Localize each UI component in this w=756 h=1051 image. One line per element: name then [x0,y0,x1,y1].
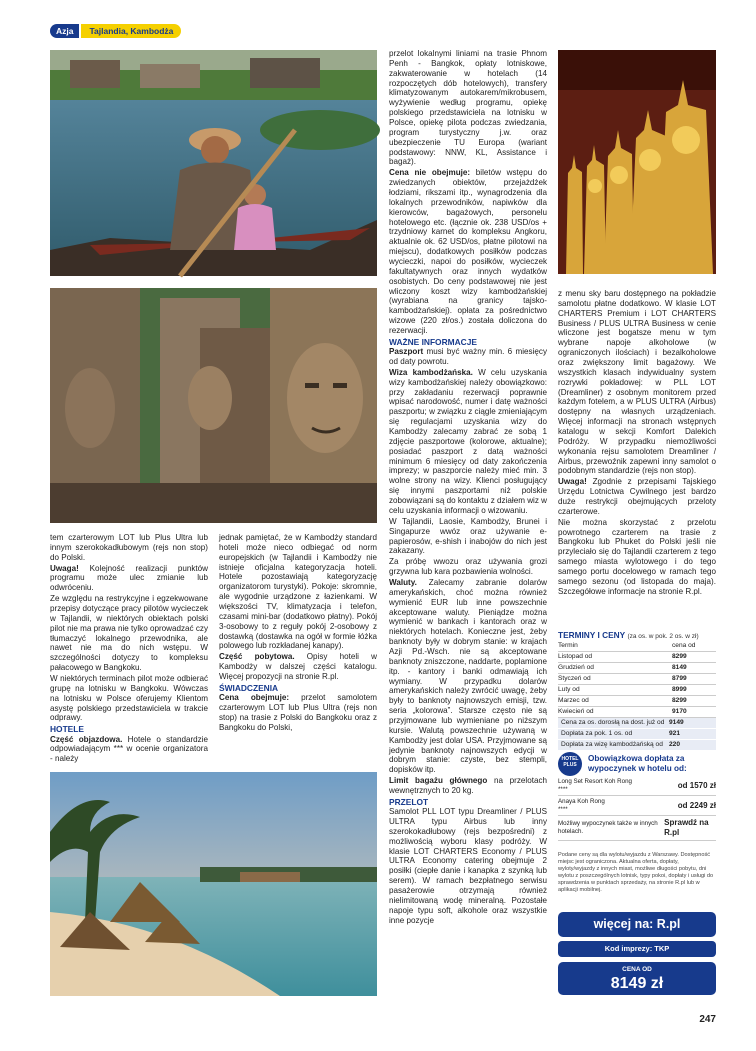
paragraph [389,168,547,336]
hotel-header [558,752,716,776]
price-term: Kwiecień od [558,708,594,716]
surcharge-value: 9149 [669,719,684,727]
paragraph [558,289,716,476]
paragraph [389,368,547,516]
surcharge-row [558,718,716,729]
paragraph [558,477,716,516]
paragraph-text: biletów wstępu do zwiedzanych obiektów, przejażdżek łodziami, rikszami itp., wynagrodzenia dla lokalnych przewodników, napiwków dla kierowców, bagażowych, personelu hotelowego etc. (łącznie ok. 238 USD/os + trzydniowy karnet do kompleksu Angkoru, aktualnie ok. 62 USD/os, płatne pilotowi na miejscu), dodatkowych posiłków podczas wycieczki, napoi do posiłków, wycieczek fakultatywnych oraz innych wydatków osobistych. Do ceny podstawowej nie jest wliczony koszt wizy kambodżańskiej (wyrabiana na granicy tajsko-kambodżańskiej). opłata za pośrednictwo wizowe (220 zł/os.) została doliczona do rezerwacji. [389,168,547,336]
price-label: CENA OD [622,966,652,973]
tour-code: Kod imprezy: TKP [558,941,716,957]
prices-header: Termin cena od [558,641,716,652]
hotel-row [558,776,716,796]
paragraph [389,807,547,925]
paragraph-lead: Limit bagażu głównego [389,776,488,786]
paragraph [50,674,208,723]
hotel-price: od 2249 zł [677,800,716,810]
hotel-plus-badge: HOTEL PLUS [558,752,582,776]
hotel-stars: **** [558,805,568,813]
hotel-info [558,778,632,793]
paragraph-text: Samolot PLL LOT typu Dreamliner / PLUS ULTRA typu Airbus lub inny szerokokadłubowy (rejs bezpośredni) z możliwością wyboru klasy podróży. W klasie LOT CHARTERS Economy / PLUS ULTRA Economy catering obejmuje 2 posiłki (ciepłe danie i kanapka z szynką lub serem). W ramach bezpłatnego serwisu pasażerowie otrzymają również nielimitowaną wodę mineralną. Pozostałe napoje typu soft, alkohole oraz wszystkie inne pozycje [389,807,547,925]
paragraph [389,347,547,367]
paragraph [389,49,547,167]
hotel-row [558,796,716,816]
hotel-info [558,820,664,835]
price-row [558,652,716,663]
paragraph [558,518,716,597]
paragraph-text: z menu sky baru dostępnego na pokładzie samolotu płatne dodatkowo. W klasie LOT CHARTERS Premium i LOT CHARTERS Business / PLUS ULTRA Business w cenie wliczone jest bogatsze menu w tym wybrane napoje alkoholowe (w ograniczonych ilościach) i bezalkoholowe oraz zwiększony limit bagażowy. We wszystkich klasach indywidualny system rozrywki pokładowej: w PLL LOT (Dreamliner) z osobnym monitorem przed każdym fotelem, a w PLUS ULTRA (Airbus) dostępny na własnych urządzeniach. Więcej informacji na stronach wstępnych katalogu w sekcji Komfort Dalekich Podróży. W przypadku niemożliwości wykonania rejsu samolotem Dreamliner / Airbus, przewoźnik zapewni inny samolot o podobnym standardzie (rejs non stop). [558,289,716,476]
page-number: 247 [699,1014,716,1025]
surcharge-label: Cena za os. dorosłą na dost. już od [561,719,665,727]
photo-boat [50,50,377,276]
price-value: 8799 [672,675,687,683]
paragraph-lead: Uwaga! [558,477,587,487]
hotel-supplement [558,752,716,841]
paragraph-text: przelot lokalnymi liniami na trasie Phnom Penh - Bangkok, opłaty lotniskowe, zakwaterowanie w hotelach (14 rozpoczętych dób hotelowych), transfery klimatyzowanym autokarem/mikrobusem, wyżywienie według programu, opiekę polskiego przedstawiciela na lotnisku w Polsce, opiekę pilota podczas zwiedzania, program turystyczny j.w. oraz ubezpieczenie TU Europa (wariant podstawowy: NNW, KL, Assistance i bagaż). [389,49,547,167]
paragraph [50,594,208,673]
hotel-price: Sprawdź na R.pl [664,818,709,837]
price-value: 9170 [672,708,687,716]
column-1-text [50,533,208,769]
price-value: 8299 [672,697,687,705]
section-heading: HOTELE [50,724,84,735]
surcharge-value: 220 [669,741,681,749]
price-row [558,707,716,718]
prices-title: TERMINY I CENY (za os. w pok. 2 os. w zł) [558,630,699,640]
price-value: 8149 [672,663,687,671]
paragraph [219,533,377,651]
hotel-stars: **** [558,785,568,793]
paragraph-text: jednak pamiętać, że w Kambodży standard hoteli może nieco odbiegać od norm europejskich (w Tajlandii i Kambodży nie istnieje oficjalna kategoryzacja hoteli. Hotele pozostawiają kategoryzację organizatorom turystyki). Pokoje: skromnie, ale wygodnie urządzone z łazienkami. W większości TV, klimatyzacja i telefon, czasami mini-bar (dodatkowo płatny). Pokój 3-osobowy to z reguły pokój 2-osobowy z dostawką (dostawka na ogół w formie łóżka polowego lub rozkładanej kanapy). [219,533,377,651]
paragraph-text: tem czarterowym LOT lub Plus Ultra lub innym szerokokadłubowym (rejs non stop) do Polski. [50,533,208,562]
destination-tag [50,24,181,38]
price-term: Grudzień od [558,663,594,671]
price-value: 8149 zł [610,974,664,992]
price-term: Luty od [558,686,580,694]
paragraph-text: W niektórych terminach pilot może odbierać grupę na lotnisku w Bangkoku. Wówczas na lotnisku w Polsce oferujemy Klientom asystę polskiego przedstawiciela w trakcie odprawy. [50,674,208,723]
hotel-name: Anaya Koh Rong [558,798,605,806]
price-box [558,962,716,995]
price-term: Listopad od [558,652,593,660]
column-2-top [389,49,548,925]
price-row [558,685,716,696]
price-row [558,674,716,685]
paragraph-text: przelot samolotem czarterowym LOT lub Plus Ultra (rejs non stop) na trasie z Polski do Bangkoku oraz z Bangkoku do Polski, [219,693,378,732]
hotel-row [558,816,716,841]
section-heading: PRZELOT [389,796,429,807]
paragraph-lead: Cena nie obejmuje: [389,168,471,178]
paragraph-lead: Cena obejmuje: [219,693,290,703]
price-term: Styczeń od [558,675,591,683]
paragraph-text: W Tajlandii, Laosie, Kambodży, Brunei i Singapurze wwóz oraz używanie e-papierosów, e-shish i inabojów do nich jest zakazany. [389,516,547,556]
photo-bayon [50,288,377,523]
paragraph [389,578,547,775]
paragraph [219,652,377,682]
hotel-title: Obowiązkowa dopłata za wypoczynek w hotelu od: [588,754,687,773]
hotel-info [558,798,605,813]
hotel-name: Long Set Resort Koh Rong [558,778,632,785]
paragraph-lead: Paszport [389,347,424,357]
paragraph-text: Ze względu na restrykcyjne i egzekwowane przepisy dotyczące pracy pilotów wycieczek w Tajlandii, w niektórych obiektach polski pilot nie ma prawa nie tylko oprowadzać czy tłumaczyć lokalnego przewodnika, ale nawet nie ma do nich wstępu. W szczególności dotyczy to kompleksu pałacowego w Bangkoku. [50,594,208,673]
surcharge-row [558,729,716,740]
paragraph-lead: Wiza kambodżańska. [389,367,473,377]
price-row [558,696,716,707]
prices-table [558,630,716,751]
paragraph [50,735,208,765]
price-row [558,663,716,674]
paragraph [389,557,547,577]
paragraph-text: na przelotach wewnętrznych to 20 kg. [389,776,548,795]
photo-buddhas [558,50,716,274]
price-notes: Podane ceny są dla wylotu/wyjazdu z Warszawy. Dostępność miejsc jest ograniczona. Aktualna oferta, dopłaty, wyloty/wyjazdy z innych miast, możliwe długości pobytu, dni wylotu z poszczególnych lotnisk, typy pokoi, dopłaty i usługi do sprawdzenia w punktach sprzedaży, na stronie R.pl lub w aplikacji mobilnej. [558,852,714,893]
paragraph-text: Zalecamy zabranie dolarów amerykańskich, choć można również wymienić EUR lub inne powszechnie akceptowane waluty. Pieniądze można wymienić w bankach i kantorach oraz w niektórych hotelach. Konieczne jest, żeby banknoty były w dobrym stanie: w krajach Azji Pd.-Wsch. nie są akceptowane banknoty zniszczone, naddarte, poplamione itp. - kantory i banki odmawiają ich wymiany. W przypadku dolarów amerykańskich należy zwrócić uwagę, żeby były to banknoty najnowszych emisji, tzw. seria „kolorowa”. Starsze często nie są przyjmowane lub wymieniane po niższym kursie. Walutą powszechnie używaną w Kambodży jest dolar USA. Przyjmowane są jedynie banknoty najnowszych edycji w dobrym stanie: czyste, bez stempli, dopisków itp. [389,577,547,775]
paragraph-text: musi być ważny min. 6 miesięcy od daty powrotu. [389,347,547,367]
paragraph-text: Zgodnie z przepisami Tajskiego Urzędu Lotnictwa Cywilnego jest bardzo duże restrykcji obejmujących przeloty czarterowe. [558,477,716,516]
paragraph-text: Opisy hoteli w Kambodży w dalszej części katalogu. Więcej propozycji na stronie R.pl. [219,652,377,682]
hotel-price: od 1570 zł [677,780,716,790]
surcharge-label: Dopłata za wizę kambodżańską od [561,741,663,749]
hotel-name: Możliwy wypoczynek także w innych hotelach. [558,820,658,835]
paragraph-text: Kolejność realizacji punktów programu może ulec zmianie lub odwróceniu. [50,563,208,593]
price-value: 8999 [672,686,687,694]
region-tag: Azja [50,24,79,38]
paragraph [219,693,377,732]
section-heading: ŚWIADCZENIA [219,682,279,693]
column-2b-text [219,533,377,769]
photo-beach [50,772,377,996]
section-heading: WAŻNE INFORMACJE [389,336,477,347]
paragraph-lead: Część pobytowa. [219,652,295,662]
paragraph [50,533,208,563]
surcharge-value: 921 [669,730,681,738]
paragraph-text: Za próbę wwozu oraz używania grozi grzywna lub kara pozbawienia wolności. [389,557,547,577]
paragraph-text: W celu uzyskania wizy kambodżańskiej należy obowiązkowo: przy zakładaniu rezerwacji poprawnie wpisać narodowość, numer i datę ważności paszportu; w związku z ciągle zmieniającym się regulacjami uzyskania wizy do Kambodży zalecamy zabrać ze sobą 1 zdjęcie paszportowe (kolorowe, aktualne); posiadać paszport z datą ważności minimum 6 miesięcy od daty zakończenia imprezy; w paszporcie należy mieć min. 3 wolne strony na wizy. Klienci posługujący się innymi paszportami niż polskie zobowiązani są do kontaktu z działem wiz w celu uzyskania informacji o wizowaniu. [389,367,547,515]
paragraph [389,517,547,556]
countries-tag: Tajlandia, Kambodża [81,24,181,38]
paragraph-lead: Uwaga! [50,563,79,573]
more-link-button[interactable]: więcej na: R.pl [558,912,716,937]
price-value: 8299 [672,652,687,660]
paragraph-lead: Część objazdowa. [50,734,123,744]
price-term: Marzec od [558,697,589,705]
surcharge-label: Dopłata za pok. 1 os. od [561,730,633,738]
paragraph-text: Hotele o standardzie odpowiadającym *** w ocenie organizatora - należy [50,734,208,764]
paragraph-text: Nie można skorzystać z przelotu powrotnego czarterem na trasie z Bangkoku lub Phuket do Polski jeśli nie przyleciało się do Tajlandii czarterem z tego samego miasta wylotowego i do tego samego portu docelowego w ramach tego samego sezonu (od listopada do maja). Szczegółowe informacje na stronie R.pl. [558,517,716,596]
surcharge-row [558,740,716,751]
paragraph [389,776,547,796]
paragraph [50,564,208,594]
paragraph-lead: Waluty. [389,577,417,587]
column-3-text [558,289,716,625]
